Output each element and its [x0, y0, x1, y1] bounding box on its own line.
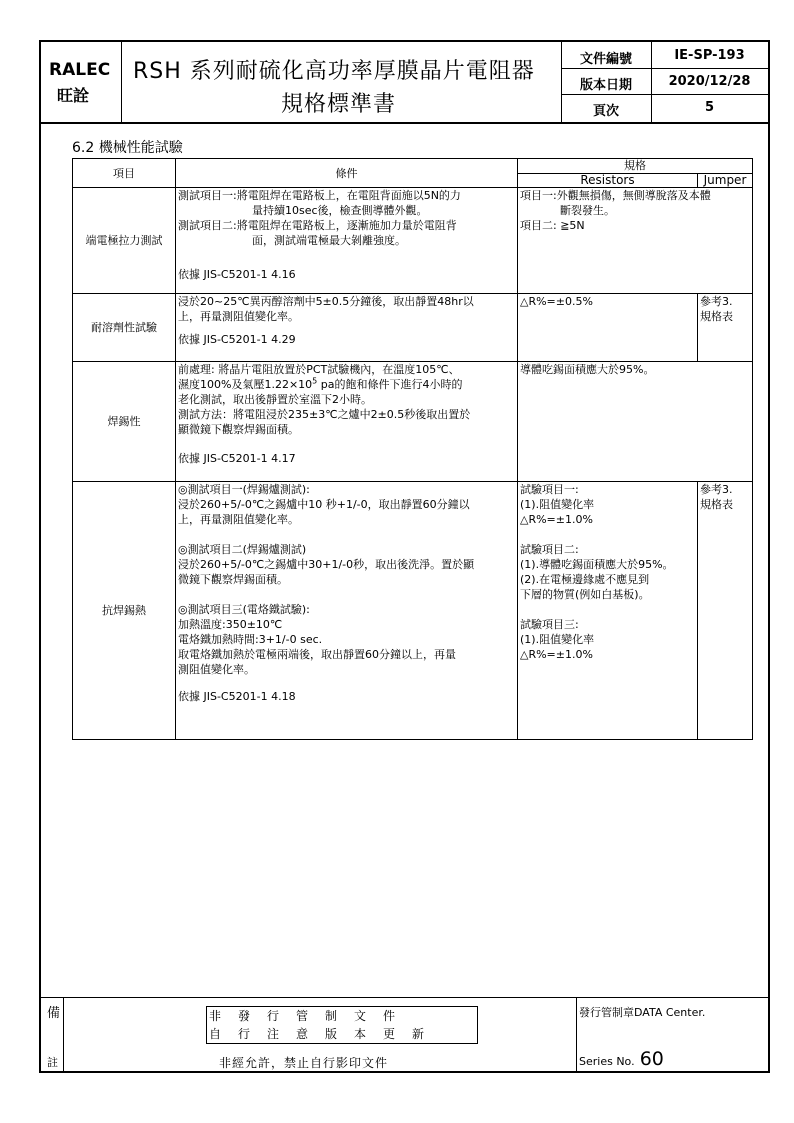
standard-reference: 依據 JIS-C5201-1 4.16: [178, 268, 296, 281]
test-item: 端電極拉力測試: [73, 188, 176, 294]
table-row: [73, 482, 753, 740]
spec-line: 項目一:外觀無損傷，無側導脫落及本體: [520, 189, 711, 202]
test-item: 焊錫性: [73, 362, 176, 482]
spec-line: 斷裂發生。: [560, 204, 615, 217]
condition-line: ◎測試項目三(電烙鐵試驗):: [178, 603, 310, 616]
test-condition: [176, 294, 518, 362]
col-header-item: 項目: [73, 159, 176, 188]
condition-line: 測試項目二:將電阻焊在電路板上，逐漸施加力量於電阻背: [178, 219, 457, 232]
page-label: 頁次: [592, 104, 619, 119]
doc-no-value: IE-SP-193: [674, 48, 745, 63]
condition-line: 浸於20~25℃異丙醇溶劑中5±0.5分鐘後，取出靜置48hr以: [178, 295, 474, 308]
condition-line: 上，再量測阻值變化率。: [178, 513, 299, 526]
spec-line: 試驗項目二:: [520, 543, 579, 556]
condition-line: 取電烙鐵加熱於電極兩端後，取出靜置60分鐘以上，再量: [178, 648, 456, 661]
condition-line: 面，測試端電極最大剝離強度。: [252, 234, 406, 247]
table-row: [73, 188, 753, 294]
notice-line-1: 非發行管制文件: [209, 1009, 413, 1023]
uncontrolled-notice: [206, 1006, 478, 1044]
header-bottom-rule: [41, 122, 768, 124]
issue-control-stamp: 發行管制章DATA Center.: [579, 1006, 706, 1019]
footer-divider: [63, 998, 64, 1072]
series-value: 60: [639, 1048, 664, 1070]
condition-text: pa的飽和條件下進行4小時的: [317, 378, 463, 391]
standard-reference: 依據 JIS-C5201-1 4.17: [178, 452, 296, 465]
test-spec: [518, 188, 753, 294]
date-value: 2020/12/28: [668, 74, 751, 89]
doc-subtitle: 規格標準書: [281, 92, 397, 117]
spec-line: 下層的物質(例如白基板)。: [520, 588, 650, 601]
condition-line: 微鏡下觀察焊錫面積。: [178, 573, 288, 586]
condition-line: 浸於260+5/-0℃之錫爐中10 秒+1/-0，取出靜置60分鐘以: [178, 498, 470, 511]
doc-title: RSH 系列耐硫化高功率厚膜晶片電阻器: [133, 59, 535, 84]
date-label: 版本日期: [579, 78, 632, 93]
col-header-condition: 條件: [176, 159, 518, 188]
condition-line: 電烙鐵加熱時間:3+1/-0 sec.: [178, 633, 323, 646]
spec-line: △R%=±0.5%: [520, 295, 593, 308]
condition-text: 濕度100%及氣壓1.22×10: [178, 378, 313, 391]
table-row: [73, 362, 753, 482]
remark-label-top: 備: [47, 1006, 61, 1021]
condition-line: 測試方法：將電阻浸於235±3℃之爐中2±0.5秒後取出置於: [178, 408, 471, 421]
test-item: 抗焊錫熱: [73, 482, 176, 740]
condition-line: 加熱溫度:350±10℃: [178, 618, 283, 631]
test-spec: [518, 294, 698, 362]
spec-line: △R%=±1.0%: [520, 513, 593, 526]
spec-line: △R%=±1.0%: [520, 648, 593, 661]
doc-no-label: 文件編號: [579, 52, 632, 67]
jumper-line: 參考3.: [700, 295, 733, 308]
spec-line: (2).在電極邊緣處不應見到: [520, 573, 650, 586]
spec-line: 試驗項目三:: [520, 618, 579, 631]
header-divider: [561, 94, 768, 95]
brand-zh: 旺詮: [57, 86, 90, 105]
test-condition: [176, 482, 518, 740]
col-header-resistors: Resistors: [518, 174, 698, 188]
copyright-notice: 非經允許，禁止自行影印文件: [219, 1056, 389, 1070]
test-item: 耐溶劑性試驗: [73, 294, 176, 362]
footer-divider: [576, 998, 577, 1072]
spec-line: (1).阻值變化率: [520, 498, 595, 511]
jumper-line: 規格表: [700, 498, 733, 511]
condition-line: 測試項目一:將電阻焊在電路板上，在電阻背面施以5N的力: [178, 189, 461, 202]
test-condition: [176, 188, 518, 294]
jumper-spec: [698, 294, 753, 362]
series-number: [579, 1048, 664, 1070]
test-spec: [518, 482, 698, 740]
remark-label-bottom: 註: [47, 1056, 58, 1069]
col-header-spec: 規格: [518, 159, 753, 174]
jumper-spec: [698, 482, 753, 740]
spec-line: 導體吃錫面積應大於95%。: [520, 363, 655, 376]
mechanical-test-table: [72, 158, 753, 740]
page-value: 5: [704, 100, 715, 115]
series-label: Series No.: [579, 1055, 635, 1068]
condition-line: 測阻值變化率。: [178, 663, 255, 676]
spec-line: (1).導體吃錫面積應大於95%。: [520, 558, 674, 571]
condition-line: 老化測試，取出後靜置於室溫下2小時。: [178, 393, 372, 406]
condition-line: [178, 377, 515, 392]
condition-line: 顯微鏡下觀察焊錫面積。: [178, 423, 299, 436]
superscript: 5: [312, 377, 318, 386]
condition-line: 量持續10sec後，檢查側導體外觀。: [252, 204, 428, 217]
col-header-jumper: Jumper: [698, 174, 753, 188]
spec-line: 項目二: ≧5N: [520, 219, 585, 232]
test-condition: [176, 362, 518, 482]
jumper-line: 規格表: [700, 310, 733, 323]
header-divider: [561, 68, 768, 69]
brand-en: RALEC: [49, 60, 111, 80]
spec-line: (1).阻值變化率: [520, 633, 595, 646]
condition-line: 浸於260+5/-0℃之錫爐中30+1/-0秒，取出後洗淨。置於顯: [178, 558, 475, 571]
standard-reference: 依據 JIS-C5201-1 4.18: [178, 690, 296, 703]
standard-reference: 依據 JIS-C5201-1 4.29: [178, 333, 296, 346]
spec-line: 試驗項目一:: [520, 483, 579, 496]
footer: [41, 997, 768, 1072]
jumper-line: 參考3.: [700, 483, 733, 496]
table-row: [73, 294, 753, 362]
condition-line: 上，再量測阻值變化率。: [178, 310, 299, 323]
section-title: 6.2 機械性能試驗: [72, 140, 183, 156]
condition-line: ◎測試項目二(焊錫爐測試): [178, 543, 307, 556]
condition-line: 前處理: 將晶片電阻放置於PCT試驗機內，在溫度105℃、: [178, 363, 460, 376]
header-divider: [121, 42, 122, 122]
notice-line-2: 自行注意版本更新: [209, 1027, 442, 1041]
condition-line: ◎測試項目一(焊錫爐測試):: [178, 483, 310, 496]
test-spec: [518, 362, 753, 482]
